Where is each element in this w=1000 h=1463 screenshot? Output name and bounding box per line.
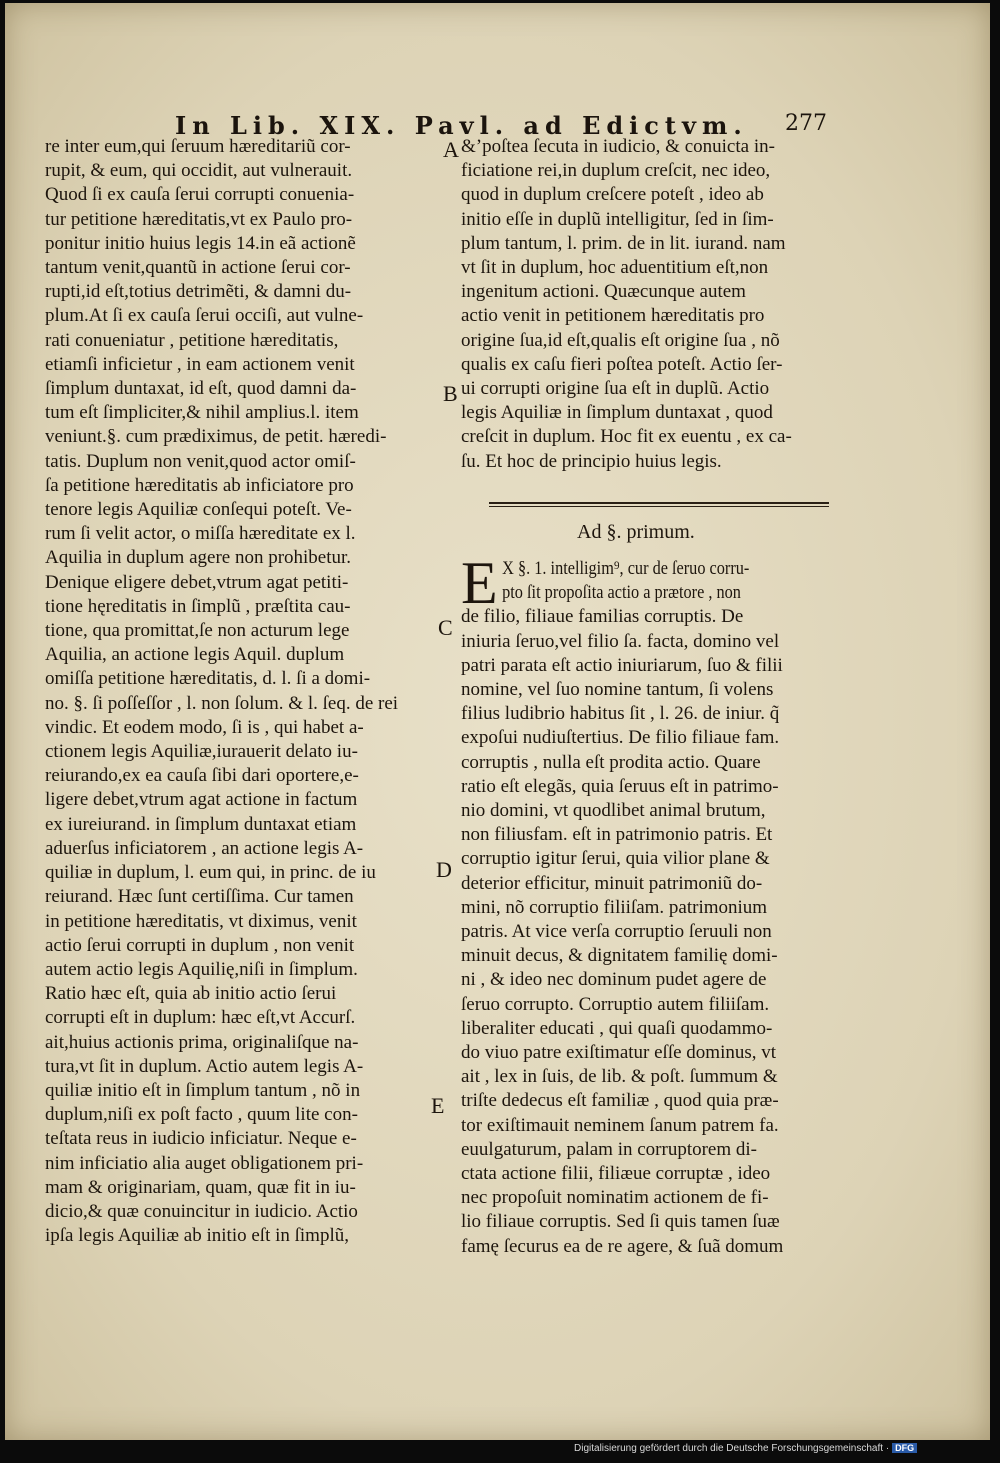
text-line: Ratio hæc eſt, quia ab initio actio ſerui — [45, 983, 337, 1005]
text-line: tor exiſtimauit neminem ſanum patrem fa. — [461, 1114, 779, 1136]
text-line: patri parata eſt actio iniuriarum, ſuo & filii — [461, 654, 783, 676]
text-line: corruptio igitur ſerui, quia vilior plane & — [461, 848, 770, 870]
text-line: ni , & ideo nec dominum pudet agere de — [461, 969, 767, 991]
text-line: initio eſſe in duplũ intelligitur, ſed in ſim- — [461, 208, 774, 230]
footer-credit — [574, 1443, 917, 1454]
text-line: tione, qua promittat,ſe non acturum lege — [45, 620, 350, 642]
text-line: ex iureiurand. in ſimplum duntaxat etiam — [45, 813, 357, 835]
text-line: quiliæ in duplum, l. eum qui, in princ. de iu — [45, 862, 376, 884]
text-line: omiſſa petitione hæreditatis, d. l. ſi a domi- — [45, 668, 371, 690]
text-line: nec propoſuit nominatim actionem de fi- — [461, 1187, 769, 1209]
text-line: in petitione hæreditatis, vt diximus, venit — [45, 910, 357, 932]
text-line: etiamſi inficietur , in eam actionem venit — [45, 353, 355, 375]
text-line: quod in duplum creſcere poteſt , ideo ab — [461, 184, 764, 206]
text-line: euulgaturum, palam in corruptorem di- — [461, 1138, 757, 1160]
text-line: corrupti eſt in duplum: hæc eſt,vt Accurſ. — [45, 1007, 356, 1029]
text-line: minuit decus, & dignitatem familię domi- — [461, 945, 778, 967]
text-line: tum eſt ſimpliciter,& nihil amplius.l. item — [45, 402, 359, 424]
text-line: reiurando,ex ea cauſa ſibi dari oportere,e- — [45, 765, 359, 787]
text-line: Aquilia, an actione legis Aquil. duplum — [45, 644, 345, 666]
text-line: tione hęreditatis in ſimplũ , præſtita cau- — [45, 595, 351, 617]
text-line: rum ſi velit actor, o miſſa hæreditate ex l. — [45, 523, 356, 545]
left-column — [45, 135, 440, 1248]
text-line: actio ſerui corrupti in duplum , non venit — [45, 934, 355, 956]
footer-text: Digitalisierung gefördert durch die Deutsche Forschungsgemeinschaft · — [574, 1443, 890, 1454]
page-number: 277 — [785, 111, 827, 136]
text-line: ponitur initio huius legis 14.in eã actionẽ — [45, 232, 356, 254]
text-line: reiurand. Hæc ſunt certiſſima. Cur tamen — [45, 886, 354, 908]
text-line: Aquilia in duplum agere non prohibetur. — [45, 547, 352, 569]
text-line: ratio eſt elegãs, quia ſeruus eſt in patrimo- — [461, 775, 779, 797]
right-column-top — [461, 135, 841, 474]
text-line: quiliæ initio eſt in ſimplum tantum , nõ in — [45, 1079, 361, 1101]
margin-letter-e: E — [431, 1093, 445, 1118]
text-line: mam & originariam, quam, quæ fit in iu- — [45, 1176, 356, 1198]
margin-letter-d: D — [436, 857, 452, 882]
text-line: plum.At ſi ex cauſa ſerui occiſi, aut vulne- — [45, 305, 364, 327]
text-line: nomine, vel ſuo nomine tantum, ſi volens — [461, 679, 774, 701]
text-line: iniuria ſeruo,vel filio ſa. facta, domino vel — [461, 630, 780, 652]
text-line: plum tantum, l. prim. de in lit. iurand. nam — [461, 232, 786, 254]
book-page — [5, 3, 990, 1440]
running-title: In Lib. XIX. Pavl. ad Edictvm. — [175, 111, 748, 140]
text-line: duplum,niſi ex poſt facto , quum lite con- — [45, 1104, 358, 1126]
section-rule — [489, 502, 829, 504]
text-line: tatis. Duplum non venit,quod actor omiſ- — [45, 450, 356, 472]
text-line: deterior efficitur, minuit patrimoniũ do- — [461, 872, 763, 894]
text-line: veniunt.§. cum prædiximus, de petit. hæredi- — [45, 426, 387, 448]
text-line: Denique eligere debet,vtrum agat petiti- — [45, 571, 349, 593]
text-line: nim inficiatio alia auget obligationem pri- — [45, 1152, 364, 1174]
text-line: famę ſecurus ea de re agere, & ſuã domum — [461, 1235, 784, 1257]
text-line: tantum venit,quantũ in actione ſerui cor- — [45, 257, 351, 279]
margin-letter-a: A — [443, 137, 459, 162]
text-line: &’poſtea ſecuta in iudicio, & conuicta in- — [461, 136, 775, 157]
text-line: ait,huius actionis prima, originaliſque na- — [45, 1031, 359, 1053]
text-line: dicio,& quæ conuincitur in iudicio. Actio — [45, 1200, 358, 1222]
text-line: aduerſus inficiatorem , an actione legis A- — [45, 837, 364, 859]
text-line: corruptis , nulla eſt prodita actio. Quare — [461, 751, 761, 773]
text-line: patris. At vice verſa corruptio ſeruuli non — [461, 921, 772, 943]
text-line: ſimplum duntaxat, id eſt, quod damni da- — [45, 378, 357, 400]
text-line: do viuo patre exiſtimatur eſſe dominus, vt — [461, 1042, 777, 1064]
section-rule-thin — [489, 506, 829, 507]
text-line: qualis ex caſu fieri poſtea poteſt. Actio ſer- — [461, 353, 783, 375]
text-line: filius ludibrio habitus ſit , l. 26. de iniur. q̃ — [461, 703, 780, 725]
margin-letter-b: B — [443, 381, 458, 406]
text-line: rati conueniatur , petitione hæreditatis, — [45, 329, 339, 351]
text-line: re inter eum,qui ſeruum hæreditariũ cor- — [45, 136, 351, 157]
right-column-section — [461, 557, 797, 1259]
text-line: rupti,id eſt,totius detrimẽti, & damni du- — [45, 281, 352, 303]
text-line: rupit, & eum, qui occidit, aut vulnerauit. — [45, 160, 353, 182]
text-line: liberaliter educati , qui quaſi quodammo- — [461, 1017, 773, 1039]
text-line: pto ſit propoſita actio a prætore , non — [502, 582, 741, 604]
text-line: triſte dedecus eſt familiæ , quod quia præ- — [461, 1090, 779, 1112]
text-line: Quod ſi ex cauſa ſerui corrupti conuenia- — [45, 184, 355, 206]
text-line: ficiatione rei,in duplum creſcit, nec ideo, — [461, 160, 771, 182]
text-line: no. §. ſi poſſeſſor , l. non ſolum. & l. ſeq. de rei — [45, 692, 399, 714]
drop-cap: E — [461, 550, 498, 616]
text-line: origine ſua,id eſt,qualis eſt origine ſua , nõ — [461, 329, 780, 351]
text-line: ſeruo corrupto. Corruptio autem filiiſam. — [461, 993, 770, 1015]
section-heading: Ad §. primum. — [577, 521, 695, 543]
text-line: lio filiaue corruptis. Sed ſi quis tamen ſuæ — [461, 1211, 780, 1233]
text-line: ingenitum actioni. Quæcunque autem — [461, 281, 746, 303]
dfg-logo: DFG — [892, 1443, 917, 1453]
text-line: ctata actione filii, filiæue corruptæ , ideo — [461, 1163, 771, 1185]
text-line: ſu. Et hoc de principio huius legis. — [461, 450, 722, 472]
text-line: ligere debet,vtrum agat actione in factum — [45, 789, 358, 811]
text-line: vindic. Et eodem modo, ſi is , qui habet a- — [45, 716, 364, 738]
text-line: legis Aquiliæ in ſimplum duntaxat , quod — [461, 402, 773, 424]
text-line: ait , lex in ſuis, de lib. & poſt. ſummum & — [461, 1066, 778, 1088]
text-line: teſtata reus in iudicio inficiatur. Neque e- — [45, 1128, 357, 1150]
text-line: de filio, filiaue familias corruptis. De — [461, 606, 744, 628]
text-line: ui corrupti origine ſua eſt in duplũ. Actio — [461, 378, 770, 400]
text-line: ctionem legis Aquiliæ,iurauerit delato iu- — [45, 741, 358, 763]
text-line: mini, nõ corruptio filiiſam. patrimonium — [461, 896, 768, 918]
text-line: non filiusfam. eſt in patrimonio patris. Et — [461, 824, 773, 846]
text-line: autem actio legis Aquilię,niſi in ſimplum. — [45, 958, 358, 980]
text-line: nio domini, vt quodlibet animal brutum, — [461, 800, 766, 822]
text-line: expoſui nudiuſtertius. De filio filiaue fam. — [461, 727, 780, 749]
text-line: creſcit in duplum. Hoc fit ex euentu , ex ca- — [461, 426, 792, 448]
text-line: tur petitione hæreditatis,vt ex Paulo pro- — [45, 208, 353, 230]
text-line: ſa petitione hæreditatis ab inficiatore pro — [45, 474, 354, 496]
text-line: vt ſit in duplum, hoc aduentitium eſt,non — [461, 257, 769, 279]
text-line: tenore legis Aquiliæ conſequi poteſt. Ve- — [45, 499, 352, 521]
text-line: actio venit in petitionem hæreditatis pro — [461, 305, 765, 327]
text-line: tura,vt ſit in duplum. Actio autem legis A- — [45, 1055, 364, 1077]
text-line: X §. 1. intelligim⁹, cur de ſeruo corru- — [502, 558, 750, 579]
text-line: ipſa legis Aquiliæ ab initio eſt in ſimplũ, — [45, 1225, 349, 1247]
margin-letter-c: C — [438, 615, 453, 640]
